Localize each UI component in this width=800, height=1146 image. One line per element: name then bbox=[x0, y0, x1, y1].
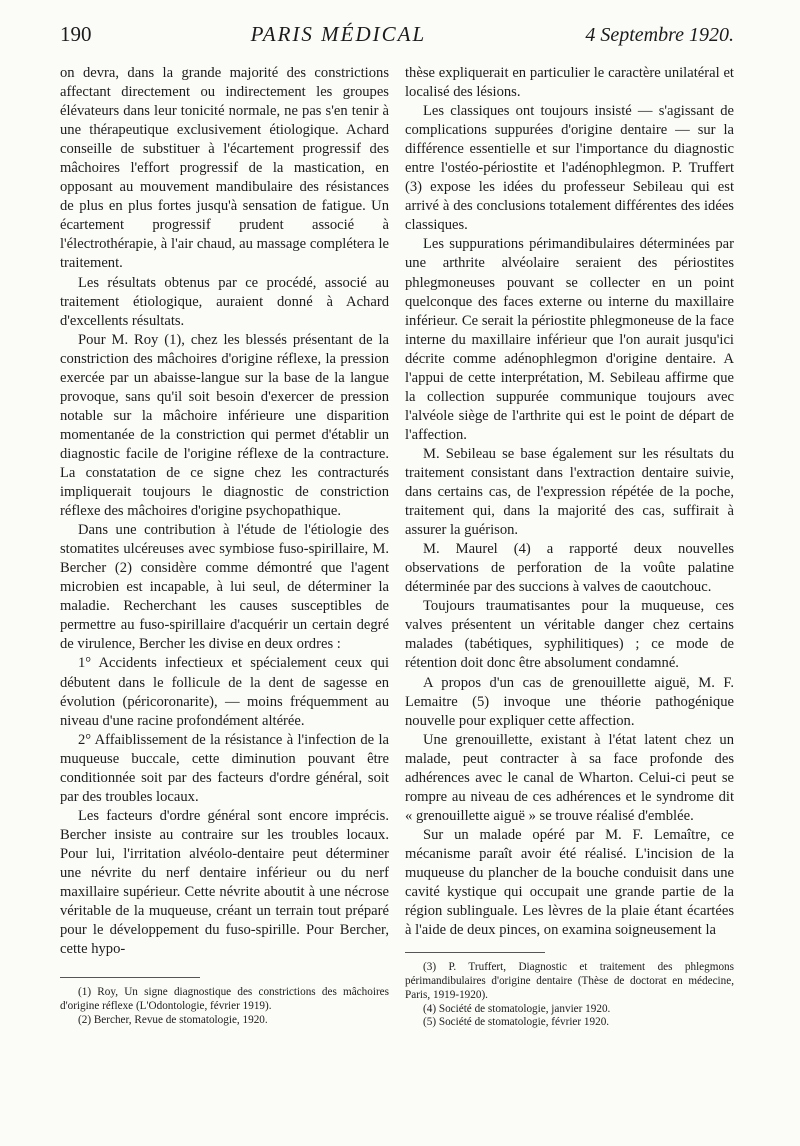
running-header bbox=[60, 22, 734, 64]
issue-date: 4 Septembre 1920. bbox=[585, 24, 734, 46]
text-columns bbox=[60, 64, 734, 1030]
paragraph: Pour M. Roy (1), chez les blessés présentant de la constriction des mâchoires d'origine réflexe, la pression exercée par un abaisse-langue sur la base de la langue provoque, sans qu'il soit besoin d'exercer de pression notable sur la mâchoire inférieure une disparition momentanée de la constriction qui permet d'établir un diagnostic facile de l'origine réflexe de la contracture. La constatation de ce signe chez les contracturés impliquerait toujours le diagnostic de constriction réflexe des mâchoires d'origine psychopathique. bbox=[60, 331, 389, 520]
footnote-rule bbox=[60, 977, 200, 978]
paragraph: Sur un malade opéré par M. F. Lemaître, ce mécanisme paraît avoir été réalisé. L'incision de la muqueuse du plancher de la bouche conduisit dans une cavité kystique qui occupait une grande partie de la région sublinguale. Les lèvres de la plaie étant écartées à l'aide de deux pinces, on examina soigneusement la bbox=[405, 826, 734, 939]
footnote: (4) Société de stomatologie, janvier 1920. bbox=[423, 1002, 611, 1015]
paragraph: Toujours traumatisantes pour la muqueuse, ces valves présentent un véritable danger chez certains malades (tabétiques, syphilitiques) ; ce mode de rétention doit donc être absolument condamné. bbox=[405, 598, 734, 672]
page-number: 190 bbox=[60, 22, 92, 46]
paragraph: A propos d'un cas de grenouillette aiguë, M. F. Lemaitre (5) invoque une théorie pathogénique nouvelle pour expliquer cette affection. bbox=[405, 674, 734, 729]
paragraph: on devra, dans la grande majorité des constrictions affectant directement ou indirectement les groupes élévateurs dans leur tonicité normale, ne pas s'en tenir à une thérapeutique exclusivement étiologique. Achard conseille de substituer à l'écartement progressif des mâchoires l'effort progressif de la mastication, en opposant au mouvement mandibulaire des résistances de plus en plus fortes jusqu'à sensation de fatigue. Un écartement progressif prudent associé à l'électrothérapie, à l'air chaud, au massage complétera le traitement. bbox=[60, 65, 389, 272]
right-footnotes bbox=[405, 952, 734, 1030]
footnote: (5) Société de stomatologie, février 1920. bbox=[423, 1016, 610, 1029]
left-footnotes bbox=[60, 977, 389, 1027]
paragraph: thèse expliquerait en particulier le caractère unilatéral et localisé des lésions. bbox=[405, 65, 734, 101]
right-column bbox=[405, 64, 734, 1030]
paragraph: 1° Accidents infectieux et spécialement ceux qui débutent dans le follicule de la dent de sagesse en évolution (péricoronarite), — moins fréquemment au niveau d'une racine profondément altérée. bbox=[60, 655, 389, 729]
paragraph: Les suppurations périmandibulaires déterminées par une arthrite alvéolaire seraient des périostites phlegmoneuses pouvant se collecter en un point quelconque des faces externe ou interne du maxillaire inférieur. Ce serait la périostite phlegmoneuse de la face interne du maxillaire inférieur que l'on aurait jusqu'ici décrite comme adénophlegmon d'origine dentaire. A l'appui de cette interprétation, M. Sebileau affirme que la collection suppurée communique toujours avec l'alvéole siège de l'arthrite qui est le point de départ de l'affection. bbox=[405, 236, 734, 443]
paragraph: 2° Affaiblissement de la résistance à l'infection de la muqueuse buccale, cette diminution pouvant être conditionnée soit par des facteurs d'ordre général, soit par des troubles locaux. bbox=[60, 731, 389, 805]
paragraph: Les classiques ont toujours insisté — s'agissant de complications suppurées d'origine dentaire — sur la différence essentielle et sur l'importance du diagnostic entre l'ostéo-périostite et l'adénophlegmon. P. Truffert (3) expose les idées du professeur Sebileau qui est arrivé à des conclusions totalement différentes des idées classiques. bbox=[405, 103, 734, 234]
footnote: (3) P. Truffert, Diagnostic et traitement des phlegmons périmandibulaires d'origine dentaire (Thèse de doctorat en médecine, Paris, 1919-1920). bbox=[405, 961, 734, 1001]
paragraph: Une grenouillette, existant à l'état latent chez un malade, peut contracter à sa face profonde des adhérences avec le canal de Wharton. Celui-ci peut se rompre au niveau de ces adhérences et le syndrome dit « grenouillette aiguë » se trouve réalisé d'emblée. bbox=[405, 731, 734, 824]
paragraph: M. Sebileau se base également sur les résultats du traitement consistant dans l'extraction dentaire suivie, dans certains cas, de l'expression répétée de la poche, traitement qui, dans la majorité des cas, suffirait à assurer la guérison. bbox=[405, 445, 734, 539]
footnote: (2) Bercher, Revue de stomatologie, 1920. bbox=[78, 1013, 268, 1026]
paragraph: Les résultats obtenus par ce procédé, associé au traitement étiologique, auraient donné à Achard d'excellents résultats. bbox=[60, 274, 389, 329]
footnote-rule bbox=[405, 952, 545, 953]
footnote: (1) Roy, Un signe diagnostique des constrictions des mâchoires d'origine réflexe (L'Odontologie, février 1919). bbox=[60, 986, 389, 1012]
paragraph: Dans une contribution à l'étude de l'étiologie des stomatites ulcéreuses avec symbiose fuso-spirillaire, M. Bercher (2) considère comme démontré que l'agent microbien est incapable, à lui seul, de déterminer la maladie. Recherchant les causes susceptibles de permettre au fuso-spirillaire d'acquérir un certain degré de virulence, Bercher les divise en deux ordres : bbox=[60, 522, 389, 653]
left-column bbox=[60, 64, 389, 1030]
journal-title: PARIS MÉDICAL bbox=[250, 22, 427, 46]
paragraph: Les facteurs d'ordre général sont encore imprécis. Bercher insiste au contraire sur les troubles locaux. Pour lui, l'irritation alvéolo-dentaire peut déterminer une névrite du nerf dentaire inférieur ou du nerf maxillaire supérieur. Cette névrite aboutit à une nécrose véritable de la muqueuse, créant un terrain tout préparé pour le développement du fuso-spirille. Pour Bercher, cette hypo- bbox=[60, 807, 389, 958]
paragraph: M. Maurel (4) a rapporté deux nouvelles observations de perforation de la voûte palatine déterminée par des succions à valves de caoutchouc. bbox=[405, 541, 734, 596]
